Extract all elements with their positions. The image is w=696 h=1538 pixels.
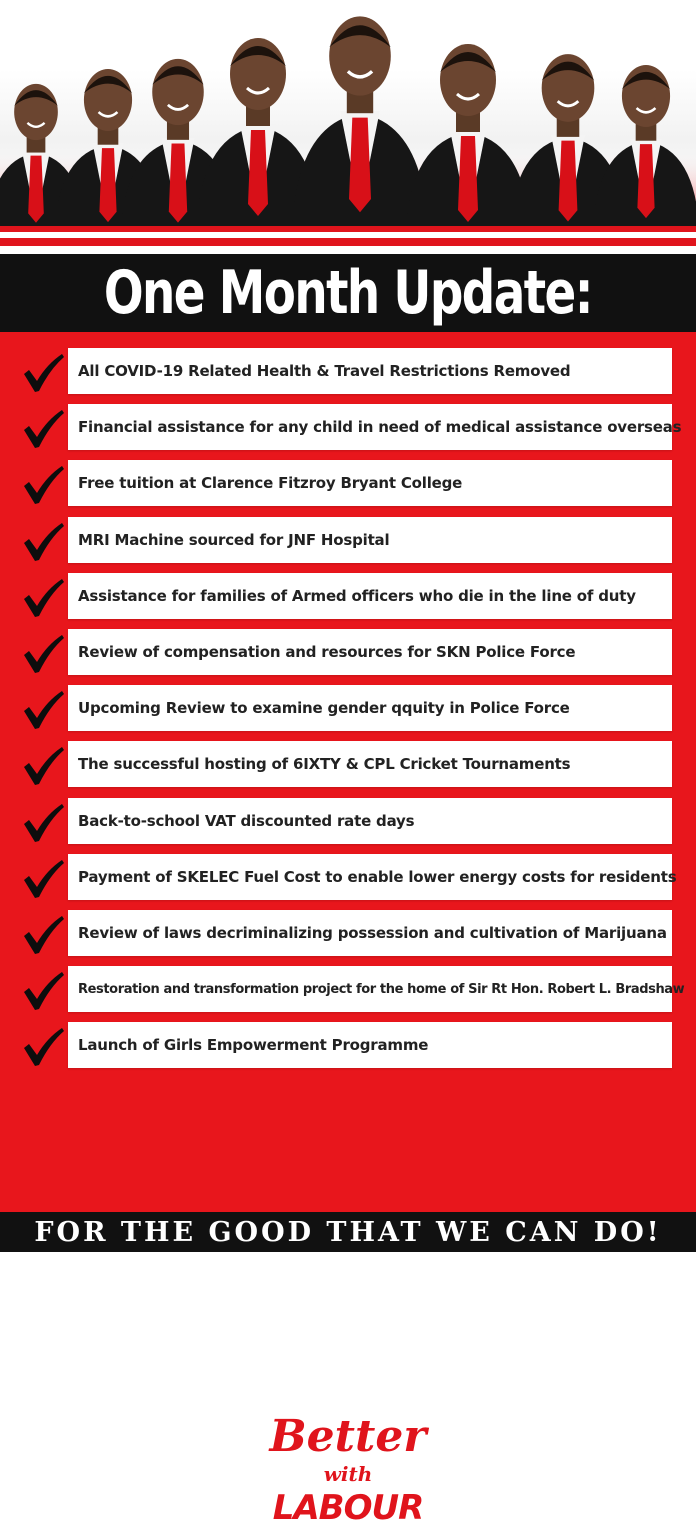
checkmark-icon xyxy=(20,352,66,394)
header-stripe xyxy=(0,246,696,254)
checkmark-icon xyxy=(20,408,66,450)
update-item-box xyxy=(68,517,672,563)
candidates-group-photo xyxy=(0,0,696,232)
update-item-text: Free tuition at Clarence Fitzroy Bryant College xyxy=(78,474,463,492)
logo-better-text: Better xyxy=(269,1411,427,1462)
update-item-box xyxy=(68,573,672,619)
footer-slogan: FOR THE GOOD THAT WE CAN DO! xyxy=(34,1216,662,1248)
update-item-text: Review of compensation and resources for SKN Police Force xyxy=(78,643,576,661)
update-item-text: Payment of SKELEC Fuel Cost to enable lower energy costs for residents xyxy=(78,868,677,886)
update-item xyxy=(0,629,696,679)
checkmark-icon xyxy=(20,914,66,956)
update-item xyxy=(0,966,696,1016)
update-item-box xyxy=(68,460,672,506)
candidate-figure xyxy=(593,65,696,232)
checkmark-icon xyxy=(20,802,66,844)
update-item-box xyxy=(68,629,672,675)
candidate-figure xyxy=(406,44,530,232)
candidate-figure xyxy=(292,16,428,232)
checkmark-icon xyxy=(20,858,66,900)
update-item xyxy=(0,404,696,454)
update-item xyxy=(0,460,696,510)
update-item-box xyxy=(68,798,672,844)
update-item xyxy=(0,854,696,904)
update-item-box xyxy=(68,685,672,731)
update-item-box xyxy=(68,910,672,956)
logo-labour-text: LABOUR xyxy=(272,1488,424,1528)
update-item-text: Upcoming Review to examine gender qquity in Police Force xyxy=(78,699,570,717)
checkmark-icon xyxy=(20,577,66,619)
group-photo-illustration xyxy=(0,0,696,232)
update-item xyxy=(0,910,696,960)
update-item-text: Review of laws decriminalizing possession and cultivation of Marijuana xyxy=(78,924,667,942)
checkmark-icon xyxy=(20,970,66,1012)
update-item xyxy=(0,348,696,398)
page-title: One Month Update: xyxy=(103,258,593,328)
update-item xyxy=(0,741,696,791)
update-item xyxy=(0,1022,696,1072)
update-item-box xyxy=(68,1022,672,1068)
title-banner xyxy=(0,254,696,332)
update-item-box xyxy=(68,966,685,1012)
checkmark-icon xyxy=(20,633,66,675)
update-item xyxy=(0,573,696,623)
update-item-text: Financial assistance for any child in need of medical assistance overseas xyxy=(78,418,682,436)
update-item-box xyxy=(68,348,672,394)
update-item-text: MRI Machine sourced for JNF Hospital xyxy=(78,531,390,549)
checkmark-icon xyxy=(20,689,66,731)
update-item-box xyxy=(68,741,672,787)
update-item xyxy=(0,517,696,567)
update-item-text: Launch of Girls Empowerment Programme xyxy=(78,1036,429,1054)
checkmark-icon xyxy=(20,745,66,787)
logo-with-text: with xyxy=(323,1462,373,1486)
update-item xyxy=(0,685,696,735)
better-with-labour-logo xyxy=(268,1412,428,1538)
update-item-text: Back-to-school VAT discounted rate days xyxy=(78,812,415,830)
update-item-box xyxy=(68,404,682,450)
header-stripe xyxy=(0,238,696,246)
update-item-text: Restoration and transformation project for the home of Sir Rt Hon. Robert L. Bradshaw xyxy=(78,981,685,997)
checkmark-icon xyxy=(20,1026,66,1068)
checkmark-icon xyxy=(20,464,66,506)
update-item-text: The successful hosting of 6IXTY & CPL Cricket Tournaments xyxy=(78,755,571,773)
footer-banner xyxy=(0,1212,696,1252)
update-item-text: Assistance for families of Armed officers who die in the line of duty xyxy=(78,587,636,605)
update-item xyxy=(0,798,696,848)
update-item-box xyxy=(68,854,677,900)
checkmark-icon xyxy=(20,521,66,563)
update-item-text: All COVID-19 Related Health & Travel Restrictions Removed xyxy=(78,362,571,380)
